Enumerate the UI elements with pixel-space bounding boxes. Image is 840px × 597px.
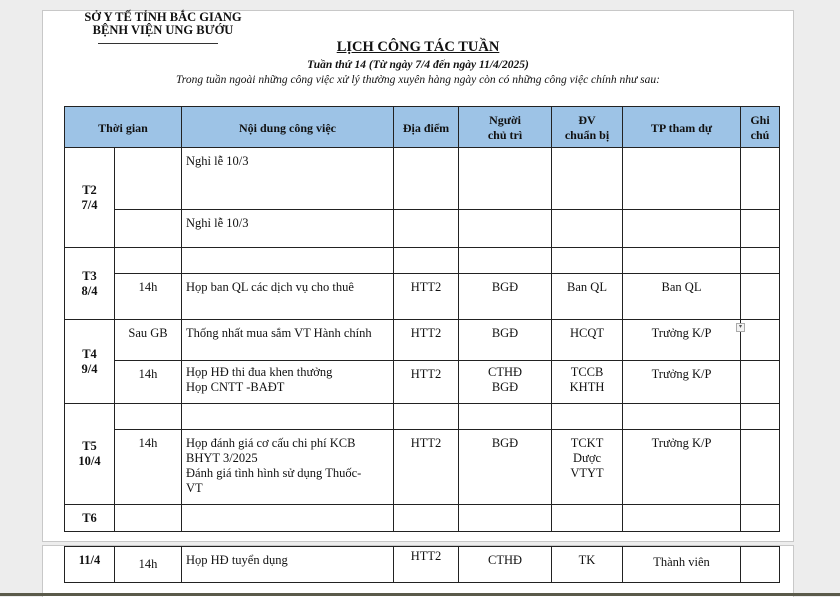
t4-content-2: Họp HĐ thi đua khen thưởng Họp CNTT -BAĐT bbox=[182, 361, 394, 404]
col-header-attend: TP tham dự bbox=[623, 107, 741, 148]
table-row bbox=[65, 361, 780, 404]
table-row bbox=[65, 320, 780, 361]
document-page-2 bbox=[42, 545, 794, 597]
day-t3: T3 8/4 bbox=[65, 248, 115, 320]
t3-host: BGĐ bbox=[459, 274, 552, 320]
table-row bbox=[65, 210, 780, 248]
t4-host-1: BGĐ bbox=[459, 320, 552, 361]
t2-content-1: Nghỉ lễ 10/3 bbox=[182, 148, 394, 210]
t6-prep: TK bbox=[552, 547, 623, 583]
t6-date: 11/4 bbox=[65, 547, 115, 583]
t6-attend: Thành viên bbox=[623, 547, 741, 583]
t3-prep: Ban QL bbox=[552, 274, 623, 320]
t4-content-1: Thống nhất mua sắm VT Hành chính bbox=[182, 320, 394, 361]
document-page-1 bbox=[42, 10, 794, 542]
schedule-table-continued bbox=[64, 546, 780, 583]
col-header-content: Nội dung công việc bbox=[182, 107, 394, 148]
day-t5: T5 10/4 bbox=[65, 404, 115, 505]
t6-host: CTHĐ bbox=[459, 547, 552, 583]
t4-attend-1[interactable]: Trưởng K/P bbox=[623, 320, 741, 361]
t3-place: HTT2 bbox=[394, 274, 459, 320]
table-header-row bbox=[65, 107, 780, 148]
dropdown-marker-icon[interactable]: ▾ bbox=[736, 323, 745, 332]
day-t2: T2 7/4 bbox=[65, 148, 115, 248]
t4-host-2: CTHĐ BGĐ bbox=[459, 361, 552, 404]
organization-header bbox=[73, 11, 253, 37]
col-header-prep: ĐV chuẩn bị bbox=[552, 107, 623, 148]
schedule-table bbox=[64, 106, 780, 532]
t5-place: HTT2 bbox=[394, 430, 459, 505]
week-subtitle: Tuần thứ 14 (Từ ngày 7/4 đến ngày 11/4/2025) bbox=[307, 59, 529, 71]
col-header-note: Ghi chú bbox=[741, 107, 780, 148]
table-row bbox=[65, 430, 780, 505]
org-name-line2: BỆNH VIỆN UNG BƯỚU bbox=[92, 23, 234, 37]
table-row bbox=[65, 148, 780, 210]
col-header-place: Địa điểm bbox=[394, 107, 459, 148]
t3-time: 14h bbox=[115, 274, 182, 320]
t5-attend: Trưởng K/P bbox=[623, 430, 741, 505]
t4-prep-1: HCQT bbox=[552, 320, 623, 361]
col-header-time: Thời gian bbox=[65, 107, 182, 148]
day-t4: T4 9/4 bbox=[65, 320, 115, 404]
table-row bbox=[65, 274, 780, 320]
t4-prep-2: TCCB KHTH bbox=[552, 361, 623, 404]
table-row bbox=[65, 248, 780, 274]
t5-content: Họp đánh giá cơ cấu chi phí KCB BHYT 3/2025 Đánh giá tình hình sử dụng Thuốc- VT bbox=[182, 430, 394, 505]
col-header-host: Người chủ trì bbox=[459, 107, 552, 148]
intro-text: Trong tuần ngoài những công việc xử lý thường xuyên hàng ngày còn có những công việc chính như sau: bbox=[176, 74, 660, 86]
t5-prep: TCKT Dược VTYT bbox=[552, 430, 623, 505]
t5-host: BGĐ bbox=[459, 430, 552, 505]
table-row bbox=[65, 547, 780, 583]
table-row bbox=[65, 404, 780, 430]
t6-content: Họp HĐ tuyển dụng bbox=[182, 547, 394, 583]
day-t6: T6 bbox=[65, 505, 115, 532]
t4-attend-2: Trưởng K/P bbox=[623, 361, 741, 404]
t4-place-1: HTT2 bbox=[394, 320, 459, 361]
schedule-title: LỊCH CÔNG TÁC TUẦN bbox=[336, 39, 500, 55]
org-name-line1: SỞ Y TẾ TỈNH BẮC GIANG bbox=[84, 10, 242, 24]
t4-time-2: 14h bbox=[115, 361, 182, 404]
t2-content-2: Nghỉ lễ 10/3 bbox=[182, 210, 394, 248]
t6-place: HTT2 bbox=[394, 547, 459, 583]
t3-attend: Ban QL bbox=[623, 274, 741, 320]
t4-place-2: HTT2 bbox=[394, 361, 459, 404]
t6-time: 14h bbox=[115, 547, 182, 583]
t5-time: 14h bbox=[115, 430, 182, 505]
t3-content: Họp ban QL các dịch vụ cho thuê bbox=[182, 274, 394, 320]
table-row bbox=[65, 505, 780, 532]
t4-time-1: Sau GB bbox=[115, 320, 182, 361]
